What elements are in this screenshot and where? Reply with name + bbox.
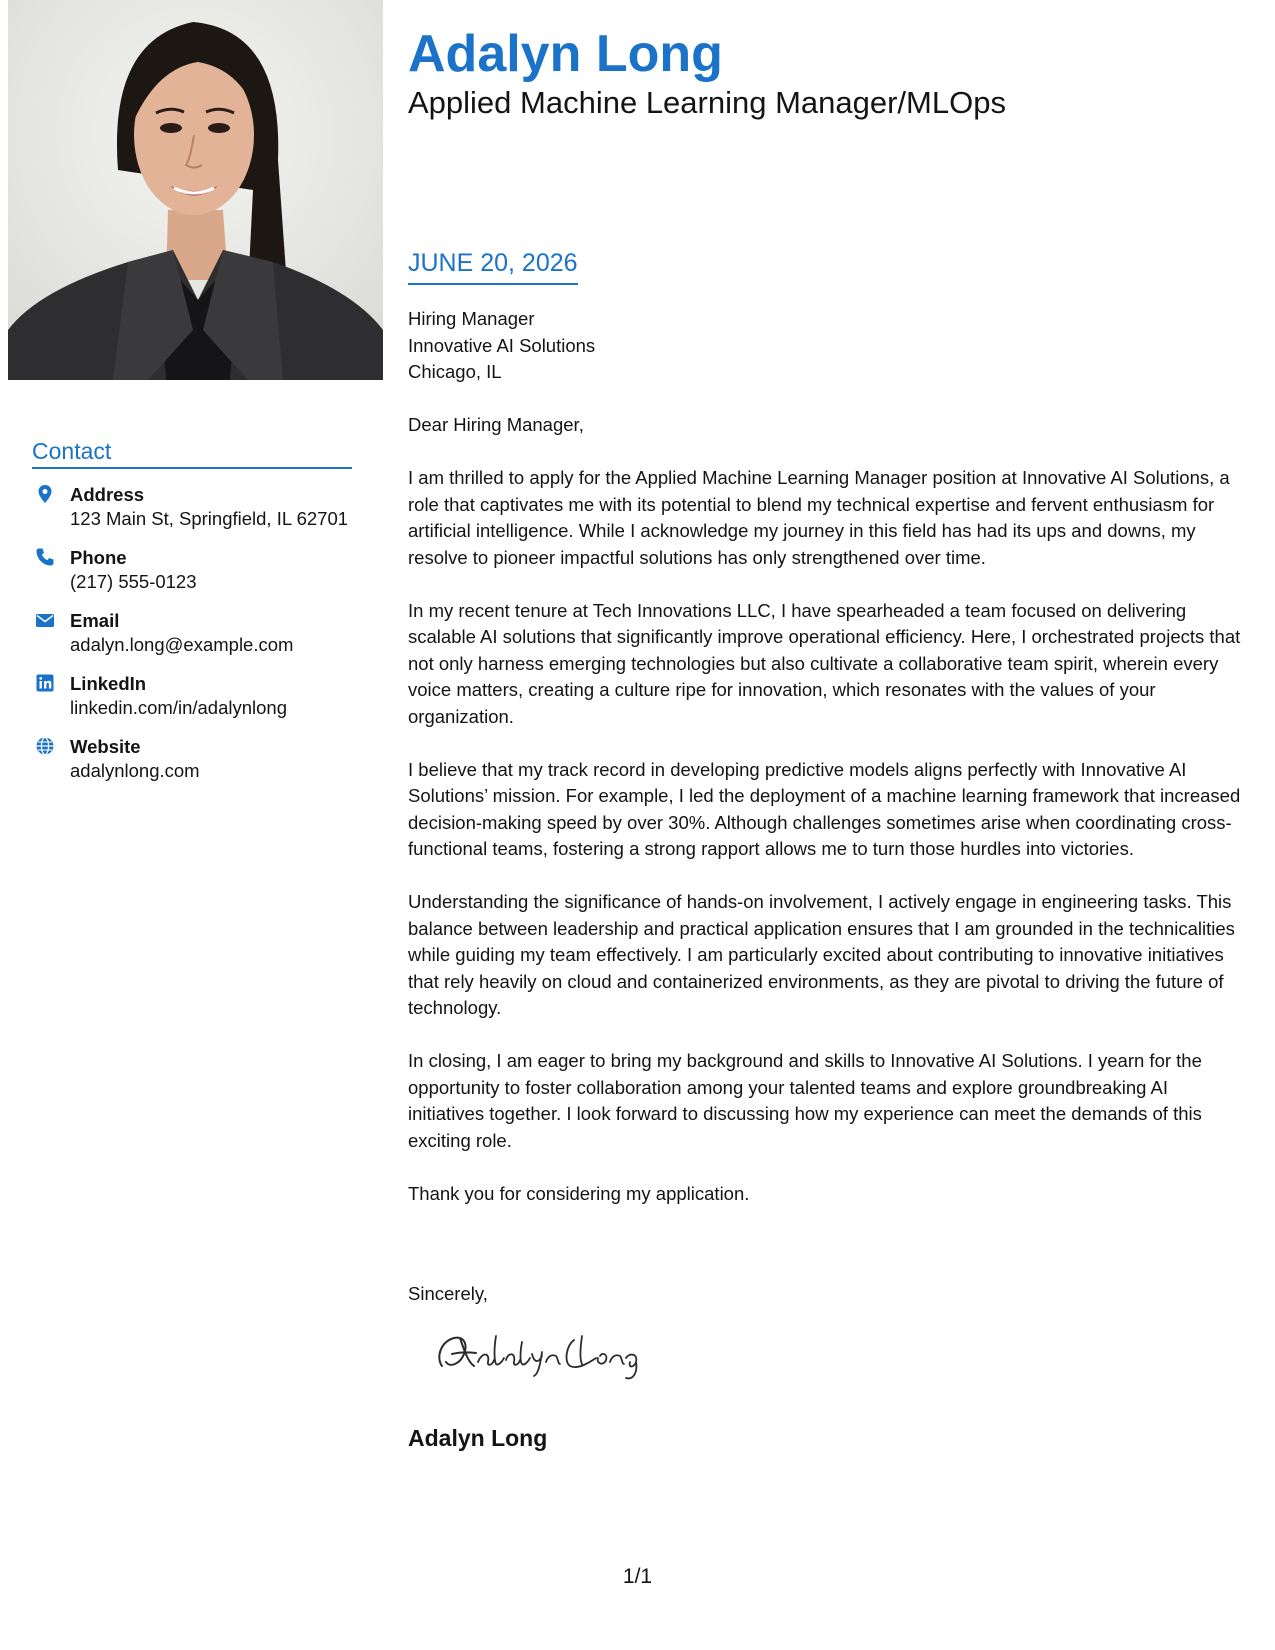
contact-item-phone: [32, 546, 352, 594]
applicant-name: Adalyn Long: [408, 25, 723, 83]
contact-label: Address: [70, 484, 145, 505]
profile-photo-illustration: [8, 0, 383, 380]
linkedin-icon: [35, 673, 55, 693]
location-pin-icon: [35, 484, 55, 504]
contact-value: adalyn.long@example.com: [70, 634, 294, 655]
globe-icon: [35, 736, 55, 756]
handwritten-signature: [434, 1322, 654, 1382]
paragraph: I believe that my track record in developing predictive models aligns perfectly with Innovative AI Solutions’ mission. For example, I led the deployment of a machine learning framework that increased decision-making speed by over 30%. Although challenges sometimes arise when coordinating cross-functional teams, fostering a strong rapport allows me to turn those hurdles into victories.: [408, 758, 1241, 859]
paragraph: Understanding the significance of hands-on involvement, I actively engage in engineering tasks. This balance between leadership and practical application ensures that I am grounded in the technicalities while guiding my team effectively. I am particularly excited about contributing to innovative initiatives that rely heavily on cloud and containerized environments, as they are pivotal to driving the future of technology.: [408, 891, 1235, 1018]
sidebar: [0, 0, 383, 1650]
signer-name: Adalyn Long: [408, 1425, 548, 1451]
recipient-block: [408, 306, 1248, 386]
paragraph: I am thrilled to apply for the Applied Machine Learning Manager position at Innovative AI Solutions, a role that captivates me with its potential to blend my technical expertise and fervent enthusiasm for artificial intelligence. While I acknowledge my journey in this field has had its ups and downs, my resolve to pioneer impactful solutions has only strengthened over time.: [408, 467, 1230, 568]
closing: Sincerely,: [408, 1283, 488, 1304]
page-number: 1/1: [622, 1565, 653, 1588]
profile-photo: [8, 0, 383, 380]
contact-value: (217) 555-0123: [70, 571, 197, 592]
contact-label: Email: [70, 610, 120, 631]
recipient-line: Chicago, IL: [408, 361, 502, 382]
contact-section: [32, 438, 352, 798]
contact-label: LinkedIn: [70, 673, 147, 694]
letter-body: [408, 306, 1248, 1234]
contact-label: Phone: [70, 547, 127, 568]
contact-item-website: [32, 735, 352, 783]
contact-item-address: [32, 483, 352, 531]
applicant-title: Applied Machine Learning Manager/MLOps: [408, 85, 1006, 120]
contact-value: linkedin.com/in/adalynlong: [70, 697, 287, 718]
contact-item-email: [32, 609, 352, 657]
recipient-line: Hiring Manager: [408, 308, 535, 329]
recipient-line: Innovative AI Solutions: [408, 334, 596, 356]
paragraph: In closing, I am eager to bring my background and skills to Innovative AI Solutions. I yearn for the opportunity to foster collaboration among your talented teams and explore groundbreaking AI initiatives together. I look forward to discussing how my experience can meet the demands of this exciting role.: [408, 1050, 1202, 1151]
contact-item-linkedin: [32, 672, 352, 720]
paragraph: Thank you for considering my application.: [408, 1182, 750, 1204]
phone-icon: [35, 547, 55, 567]
contact-value: 123 Main St, Springfield, IL 62701: [70, 508, 349, 529]
contact-value: adalynlong.com: [70, 760, 200, 781]
paragraph: In my recent tenure at Tech Innovations LLC, I have spearheaded a team focused on delivering scalable AI solutions that significantly improve operational efficiency. Here, I orchestrated projects that not only harness emerging technologies but also cultivate a collaborative team spirit, wherein every voice matters, creating a culture ripe for innovation, which resonates with the values of your organization.: [408, 599, 1241, 727]
contact-heading: Contact: [32, 438, 352, 469]
letter-date: JUNE 20, 2026: [408, 246, 578, 285]
contact-label: Website: [70, 736, 141, 757]
email-icon: [35, 610, 55, 630]
salutation: Dear Hiring Manager,: [408, 414, 584, 435]
